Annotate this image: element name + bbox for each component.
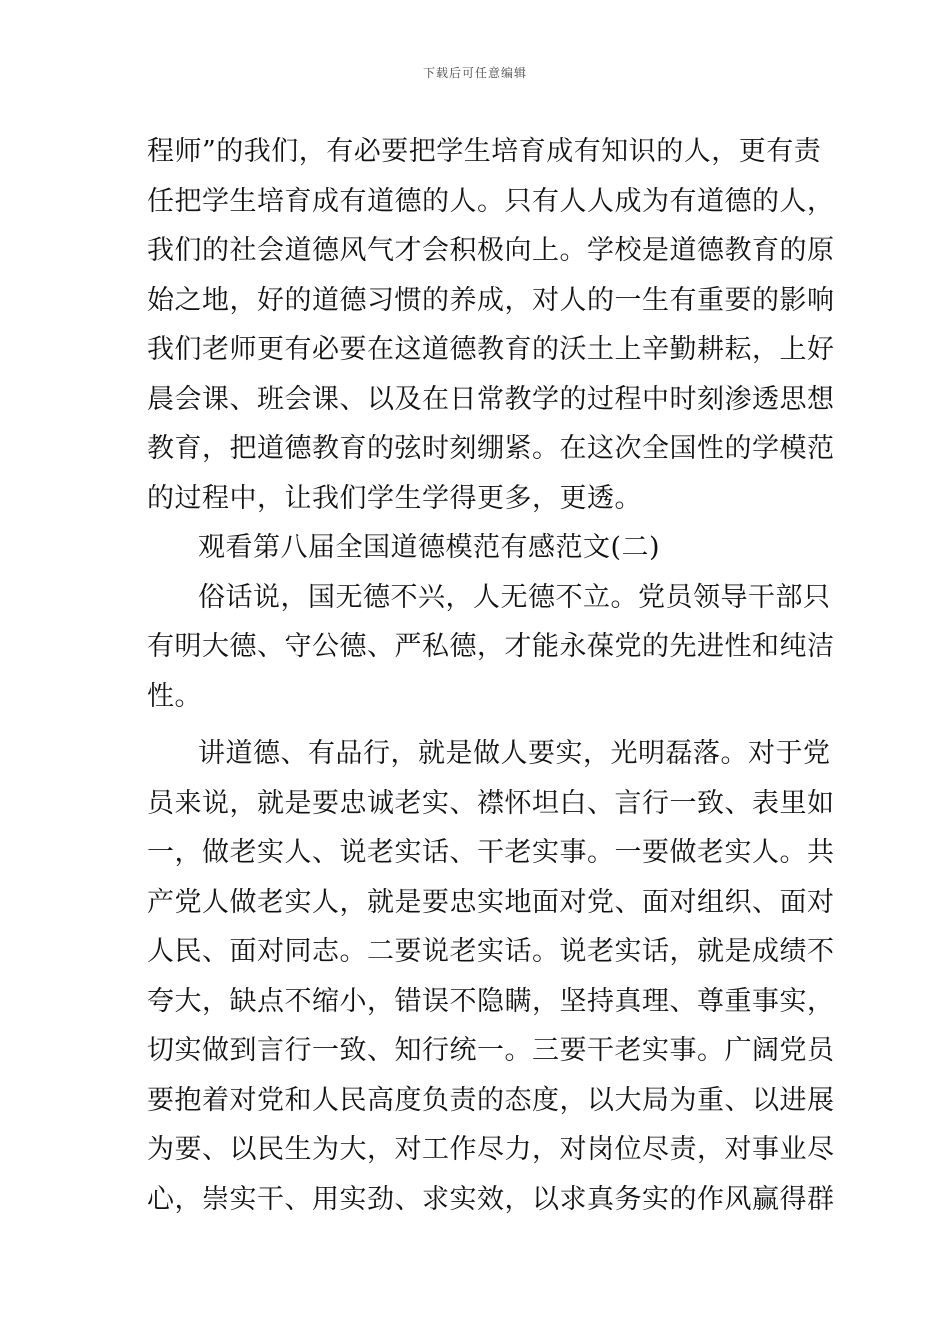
paragraph-gap [147,721,807,729]
text-line: 一，做老实人、说老实话、干老实事。一要做老实人。共 [147,837,835,868]
text-line: 教育，把道德教育的弦时刻绷紧。在这次全国性的学模范 [147,433,835,464]
text-line: 产党人做老实人，就是要忠实地面对党、面对组织、面对 [147,886,835,918]
text-line: 我们的社会道德风气才会积极向上。学校是道德教育的原 [147,235,835,266]
text-line: 任把学生培育成有道德的人。只有人人成为有道德的人， [147,185,835,217]
text-line: 夸大，缺点不缩小，错误不隐瞒，坚持真理、尊重事实， [147,985,835,1017]
text-line: 心，崇实干、用实劲、求实效，以求真务实的作风赢得群 [147,1183,835,1215]
header-note: 下载后可任意编辑 [422,66,527,80]
section-heading: 观看第八届全国道德模范有感范文(二) [198,532,661,563]
text-line: 切实做到言行一致、知行统一。三要干老实事。广阔党员 [147,1035,835,1066]
text-line: 俗话说，国无德不兴，人无德不立。党员领导干部只 [198,581,831,613]
document-body [147,127,835,1224]
text-line: 晨会课、班会课、以及在日常教学的过程中时刻渗透思想 [147,383,835,415]
text-line: 人民、面对同志。二要说老实话。说老实话，就是成绩不 [147,936,835,967]
text-line: 员来说，就是要忠诚老实、襟怀坦白、言行一致、表里如 [147,787,835,819]
text-line: 始之地，好的道德习惯的养成，对人的一生有重要的影响 [147,284,835,316]
text-line: 讲道德、有品行，就是做人要实，光明磊落。对于党 [198,738,831,769]
text-line: 为要、以民生为大，对工作尽力，对岗位尽责，对事业尽 [147,1134,835,1165]
text-line: 程师”的我们，有必要把学生培育成有知识的人，更有责 [147,136,822,167]
text-line: 有明大德、守公德、严私德，才能永葆党的先进性和纯洁 [147,631,835,662]
text-line: 要抱着对党和人民高度负责的态度，以大局为重、以进展 [147,1084,835,1116]
text-line: 性。 [147,680,202,712]
text-line: 的过程中，让我们学生学得更多，更透。 [147,482,642,514]
text-line: 我们老师更有必要在这道德教育的沃土上辛勤耕耘，上好 [147,334,835,365]
